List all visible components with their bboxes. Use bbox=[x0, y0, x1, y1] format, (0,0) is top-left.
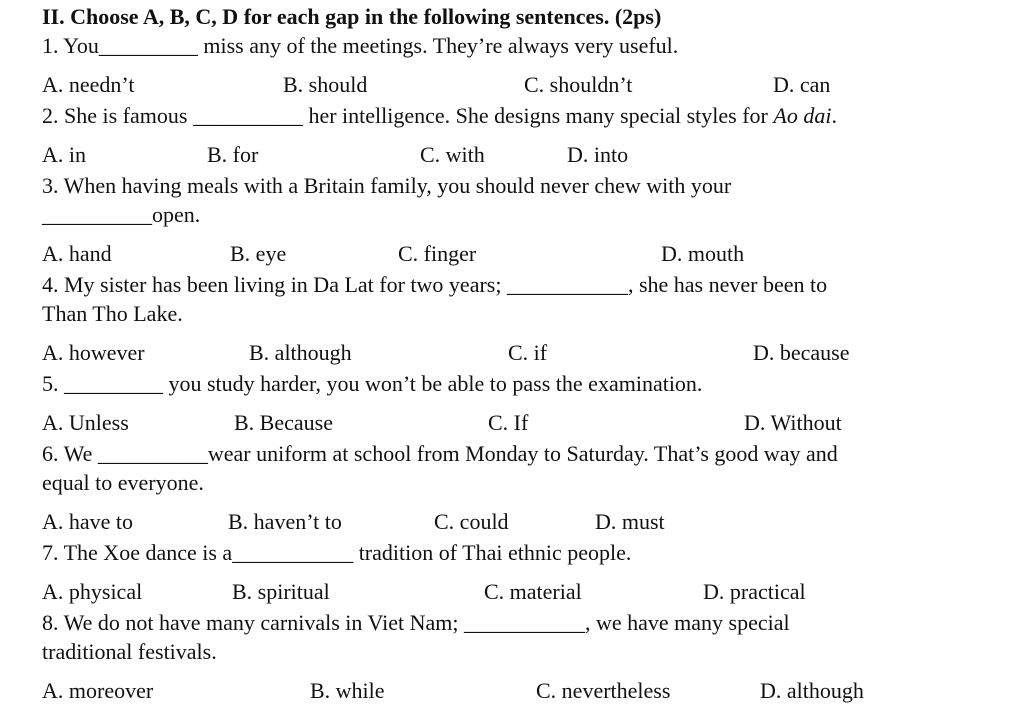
section-heading: II. Choose A, B, C, D for each gap in the following sentences. (2ps) bbox=[42, 4, 662, 29]
question-7-option-d: D. practical bbox=[703, 579, 806, 604]
question-4-text-cont: Than Tho Lake. bbox=[42, 301, 183, 326]
question-1-option-d: D. can bbox=[773, 72, 831, 97]
question-3-option-d: D. mouth bbox=[661, 241, 745, 266]
question-2-option-a: A. in bbox=[42, 142, 86, 167]
question-4-text: 4. My sister has been living in Da Lat for two years; ___________, she has never been to bbox=[42, 272, 828, 297]
question-4-option-a: A. however bbox=[42, 340, 145, 365]
question-3-option-a: A. hand bbox=[42, 241, 112, 266]
question-4-option-b: B. although bbox=[249, 340, 352, 365]
question-8-option-b: B. while bbox=[310, 678, 385, 703]
question-8-text: 8. We do not have many carnivals in Viet Nam; ___________, we have many special bbox=[42, 610, 790, 635]
question-5-option-c: C. If bbox=[488, 410, 529, 435]
question-3-option-b: B. eye bbox=[230, 241, 287, 266]
question-6-text: 6. We __________wear uniform at school from Monday to Saturday. That’s good way and bbox=[42, 441, 838, 466]
question-7-option-c: C. material bbox=[484, 579, 582, 604]
question-6-option-d: D. must bbox=[595, 509, 665, 534]
question-8-option-c: C. nevertheless bbox=[536, 678, 671, 703]
question-1-text: 1. You_________ miss any of the meetings. They’re always very useful. bbox=[42, 33, 679, 58]
question-1-option-a: A. needn’t bbox=[42, 72, 135, 97]
question-3-text-cont: __________open. bbox=[42, 202, 201, 227]
question-4-option-d: D. because bbox=[753, 340, 850, 365]
question-2-text-italic: Ao dai bbox=[773, 103, 832, 128]
question-3-option-c: C. finger bbox=[398, 241, 477, 266]
question-2-option-c: C. with bbox=[420, 142, 485, 167]
question-6-text-cont: equal to everyone. bbox=[42, 470, 204, 495]
question-8-option-a: A. moreover bbox=[42, 678, 154, 703]
question-2-option-b: B. for bbox=[207, 142, 259, 167]
question-8-text-cont: traditional festivals. bbox=[42, 639, 217, 664]
question-6-option-a: A. have to bbox=[42, 509, 134, 534]
question-5-option-a: A. Unless bbox=[42, 410, 129, 435]
question-2-text-end: . bbox=[831, 103, 837, 128]
question-3-text: 3. When having meals with a Britain family, you should never chew with your bbox=[42, 173, 732, 198]
question-2-text-main: 2. She is famous __________ her intelligence. She designs many special styles for bbox=[42, 103, 774, 128]
question-1-option-c: C. shouldn’t bbox=[524, 72, 633, 97]
question-2-option-d: D. into bbox=[567, 142, 629, 167]
question-5-option-d: D. Without bbox=[744, 410, 842, 435]
question-7-text: 7. The Xoe dance is a___________ tradition of Thai ethnic people. bbox=[42, 540, 632, 565]
question-4-option-c: C. if bbox=[508, 340, 548, 365]
question-5-option-b: B. Because bbox=[234, 410, 333, 435]
question-6-option-c: C. could bbox=[434, 509, 509, 534]
question-2-text bbox=[42, 103, 837, 129]
question-7-option-b: B. spiritual bbox=[232, 579, 330, 604]
question-1-option-b: B. should bbox=[283, 72, 368, 97]
question-5-text: 5. _________ you study harder, you won’t be able to pass the examination. bbox=[42, 371, 703, 396]
question-7-option-a: A. physical bbox=[42, 579, 143, 604]
question-8-option-d: D. although bbox=[760, 678, 864, 703]
question-6-option-b: B. haven’t to bbox=[228, 509, 342, 534]
